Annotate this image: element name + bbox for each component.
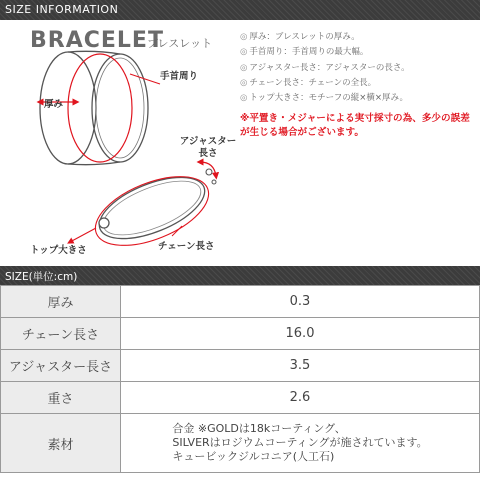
brand-subtitle: ブレスレット bbox=[147, 37, 213, 50]
motif-top bbox=[99, 218, 109, 228]
brand-title: BRACELET bbox=[30, 28, 164, 53]
bullet-icon: ◎ bbox=[240, 62, 248, 73]
chain-pointer bbox=[172, 226, 182, 236]
row-value bbox=[121, 414, 480, 473]
definition-item: ◎ 厚み：ブレスレットの厚み。 bbox=[240, 32, 360, 42]
table-row bbox=[1, 350, 480, 382]
bullet-icon: ◎ bbox=[240, 47, 248, 58]
material-description: 合金 ※GOLDは18kコーティング、 SILVERはロジウムコーティングが施されています。 キュービックジルコニア(人工石) bbox=[172, 422, 428, 463]
size-table bbox=[0, 285, 480, 473]
table-row bbox=[1, 414, 480, 473]
table-row bbox=[1, 318, 480, 350]
row-key: 重さ bbox=[1, 382, 121, 414]
section-divider bbox=[0, 260, 480, 264]
row-key: 厚み bbox=[1, 286, 121, 318]
chain-label: チェーン長さ bbox=[158, 241, 215, 252]
row-key: チェーン長さ bbox=[1, 318, 121, 350]
definition-item: ◎ トップ大きさ：モチーフの縦×横×厚み。 bbox=[240, 93, 408, 104]
top-size-label: トップ大きさ bbox=[30, 245, 87, 256]
measurement-warning: ※平置き・メジャーによる実寸採寸の為、多少の誤差が生じる場合がございます。 bbox=[240, 113, 470, 138]
header-title: SIZE INFORMATION bbox=[5, 3, 119, 16]
bullet-icon: ◎ bbox=[240, 93, 248, 104]
bullet-icon: ◎ bbox=[240, 77, 248, 88]
adjuster-label: アジャスター 長さ bbox=[179, 136, 237, 159]
row-value: 0.3 bbox=[121, 286, 480, 318]
bracelet-diagram bbox=[0, 40, 240, 260]
definition-list bbox=[240, 30, 478, 106]
row-value: 2.6 bbox=[121, 382, 480, 414]
size-information-header bbox=[0, 0, 480, 20]
definition-item: ◎ チェーン長さ：チェーンの全長。 bbox=[240, 77, 377, 88]
row-value: 3.5 bbox=[121, 350, 480, 382]
wrist-label: 手首周り bbox=[160, 71, 199, 82]
row-key: アジャスター長さ bbox=[1, 350, 121, 382]
top-size-pointer bbox=[70, 228, 96, 242]
thickness-label: 厚み bbox=[44, 99, 64, 110]
bullet-icon: ◎ bbox=[240, 32, 248, 42]
row-value: 16.0 bbox=[121, 318, 480, 350]
definition-item: ◎ アジャスター長さ：アジャスターの長さ。 bbox=[240, 62, 410, 73]
row-key: 素材 bbox=[1, 414, 121, 473]
size-table-header bbox=[0, 266, 480, 285]
table-row bbox=[1, 286, 480, 318]
definition-item: ◎ 手首周り：手首周りの最大幅。 bbox=[240, 47, 369, 58]
table-row bbox=[1, 382, 480, 414]
size-header-title: SIZE(単位:cm) bbox=[5, 271, 78, 283]
